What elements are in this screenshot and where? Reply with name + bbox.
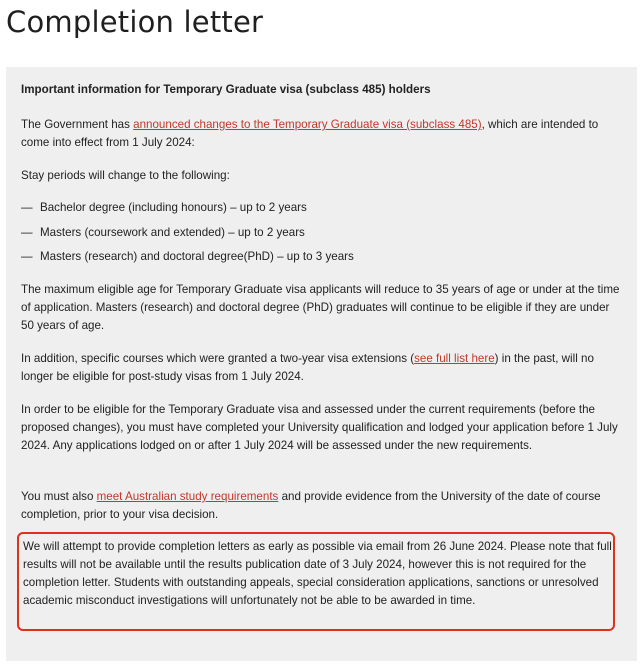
list-item-text: Bachelor degree (including honours) – up to 2 years (40, 201, 307, 214)
full-list-link[interactable]: see full list here (414, 352, 495, 365)
stay-periods-intro: Stay periods will change to the following: (21, 169, 230, 182)
list-dash-marker: — (21, 250, 33, 263)
eligibility-paragraph: In order to be eligible for the Temporary Graduate visa and assessed under the current requirements (before the proposed changes), you must have completed your University qualification and lodged your application before 1 July 2024. Any applications lodged on or after 1 July 2024 will be assessed under the new requirements. (21, 403, 618, 452)
intro-text-after: , which are intended to come into effect from 1 July 2024: (21, 118, 599, 149)
list-item (21, 199, 354, 224)
requirements-paragraph (21, 488, 621, 524)
list-item (21, 224, 354, 249)
study-requirements-link[interactable]: meet Australian study requirements (96, 490, 279, 503)
list-item-text: Masters (research) and doctoral degree(PhD) – up to 3 years (40, 250, 354, 263)
courses-paragraph (21, 350, 621, 386)
courses-text-before: In addition, specific courses which were granted a two-year visa extensions ( (21, 352, 415, 365)
list-dash-marker: — (21, 201, 33, 214)
intro-paragraph (21, 116, 621, 152)
courses-text-after: ) in the past, will no longer be eligible for post-study visas from 1 July 2024. (21, 352, 594, 383)
completion-letter-notice: We will attempt to provide completion letters as early as possible via email from 26 June 2024. Please note that full results will not be available until the results publication date of 3 July 2024, however this is not required for the completion letter. Students with outstanding appeals, special consideration applications, sanctions or unresolved academic misconduct investigations will unfortunately not be able to be awarded in time. (23, 540, 612, 607)
list-item (21, 248, 354, 273)
important-information-panel (6, 67, 637, 661)
list-dash-marker: — (21, 225, 33, 239)
requirements-text-before: You must also (21, 490, 97, 503)
panel-heading: Important information for Temporary Graduate visa (subclass 485) holders (21, 83, 431, 96)
highlighted-notice-box (17, 532, 615, 631)
stay-periods-list (21, 199, 354, 273)
age-paragraph: The maximum eligible age for Temporary Graduate visa applicants will reduce to 35 years of age or under at the time of application. Masters (research) and doctoral degree (PhD) graduates will continue to be eligible if they are under 50 years of age. (21, 283, 620, 332)
intro-text-before: The Government has (21, 118, 134, 131)
page-title: Completion letter (6, 5, 264, 39)
requirements-text-after: and provide evidence from the University of the date of course completion, prior to your visa decision. (21, 490, 601, 521)
announced-changes-link[interactable]: announced changes to the Temporary Graduate visa (subclass 485) (133, 118, 482, 131)
list-item-text: Masters (coursework and extended) – up to 2 years (40, 225, 305, 239)
